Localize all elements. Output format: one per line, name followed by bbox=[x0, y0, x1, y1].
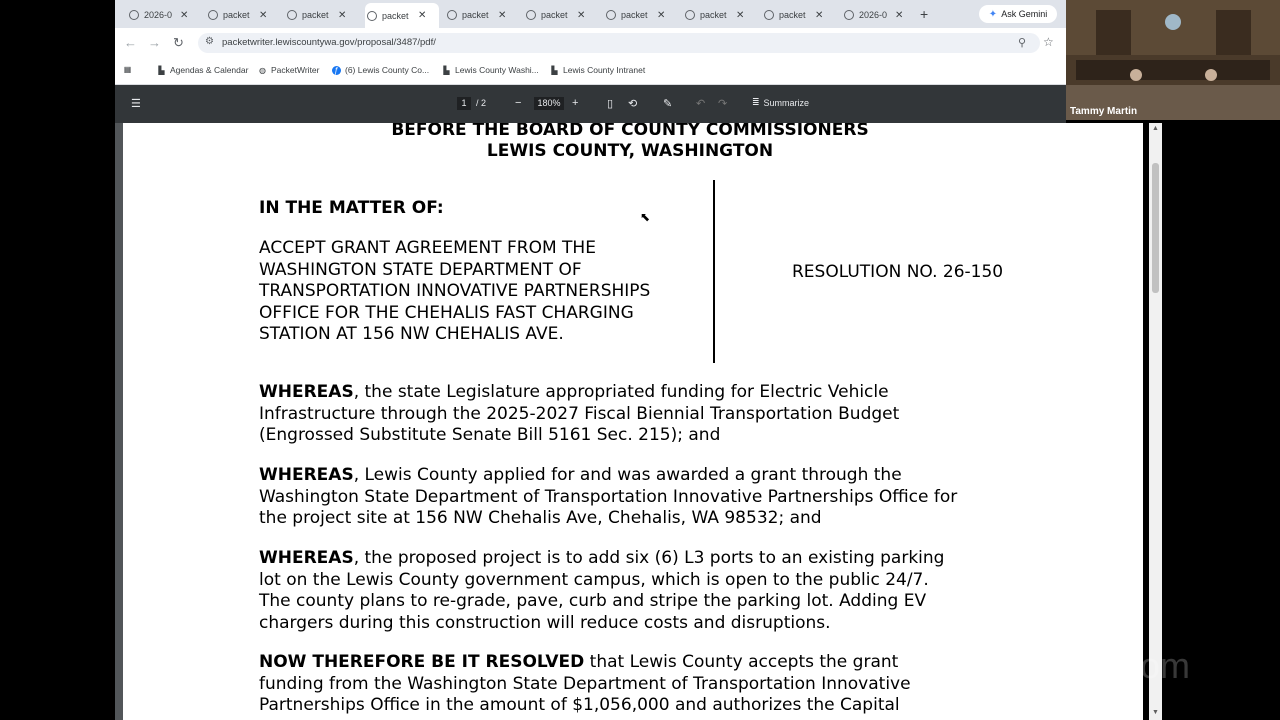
column-divider bbox=[713, 180, 715, 363]
apps-grid-icon[interactable]: ▦ bbox=[123, 65, 132, 74]
doc-heading-line1: BEFORE THE BOARD OF COUNTY COMMISSIONERS bbox=[391, 123, 869, 140]
paragraph-line bbox=[259, 695, 911, 717]
browser-tab[interactable] bbox=[524, 5, 598, 25]
tab-label: packet bbox=[302, 10, 329, 20]
bookmark-item[interactable] bbox=[442, 65, 539, 75]
tab-favicon-icon bbox=[764, 10, 774, 20]
left-black-area bbox=[0, 0, 115, 720]
doc-icon: ▙ bbox=[443, 65, 450, 75]
bookmark-label: Lewis County Washi... bbox=[455, 65, 539, 75]
matter-text-line: STATION AT 156 NW CHEHALIS AVE. bbox=[259, 324, 564, 344]
rotate-icon[interactable]: ⟲ bbox=[628, 98, 638, 110]
meeting-room-image bbox=[1066, 0, 1280, 120]
gemini-icon: ✦ bbox=[988, 8, 998, 20]
summarize-label: Summarize bbox=[763, 97, 810, 108]
pdf-page bbox=[123, 123, 1143, 720]
scroll-up-icon[interactable]: ▲ bbox=[1152, 125, 1159, 132]
bookmark-label: Lewis County Intranet bbox=[563, 65, 646, 75]
tab-label: 2026-0 bbox=[859, 10, 888, 20]
bookmark-label: PacketWriter bbox=[271, 65, 320, 75]
scrollbar-thumb[interactable] bbox=[1152, 163, 1159, 293]
tab-favicon-icon bbox=[129, 10, 139, 20]
url-field[interactable] bbox=[198, 33, 1054, 53]
paragraph-text: Infrastructure through the 2025-2027 Fiscal Biennial Transportation Budget bbox=[259, 403, 900, 424]
browser-window bbox=[115, 0, 1066, 720]
resolution-paragraph bbox=[259, 548, 944, 634]
paragraph-line bbox=[259, 404, 899, 426]
tab-close-icon[interactable]: ✕ bbox=[657, 9, 666, 21]
paragraph-line bbox=[259, 570, 944, 592]
tab-close-icon[interactable]: ✕ bbox=[338, 9, 347, 21]
new-tab-button[interactable]: + bbox=[920, 6, 929, 22]
paragraph-text: the project site at 156 NW Chehalis Ave, Chehalis, WA 98532; and bbox=[259, 508, 822, 528]
matter-text bbox=[259, 238, 650, 346]
paragraph-line bbox=[259, 508, 957, 530]
matter-text-line: WASHINGTON STATE DEPARTMENT OF bbox=[259, 259, 582, 280]
bookmark-star-icon[interactable]: ☆ bbox=[1043, 35, 1054, 49]
browser-tab[interactable] bbox=[445, 5, 519, 25]
paragraph-line bbox=[259, 382, 899, 404]
redo-icon[interactable]: ↷ bbox=[718, 98, 728, 110]
resolution-number: RESOLUTION NO. 26-150 bbox=[792, 262, 1004, 282]
tab-label: packet bbox=[541, 10, 568, 20]
fit-page-icon[interactable]: ▯ bbox=[607, 98, 614, 110]
url-text: packetwriter.lewiscountywa.gov/proposal/3487/pdf/ bbox=[222, 37, 436, 48]
paragraph-text: Washington State Department of Transportation Innovative Partnerships Office for bbox=[259, 486, 958, 507]
paragraph-text: chargers during this construction will reduce costs and disruptions. bbox=[259, 612, 831, 633]
page-number-input[interactable]: 1 bbox=[457, 97, 471, 110]
page-total: / 2 bbox=[476, 98, 487, 108]
tab-label: packet bbox=[700, 10, 727, 20]
tab-favicon-icon bbox=[606, 10, 616, 20]
paragraph-line bbox=[259, 613, 944, 635]
zoom-icon[interactable]: ⚲ bbox=[1018, 37, 1027, 49]
paragraph-line bbox=[259, 548, 944, 570]
tab-favicon-icon bbox=[685, 10, 695, 20]
matter-text-line: ACCEPT GRANT AGREEMENT FROM THE bbox=[259, 238, 596, 258]
paragraph-line bbox=[259, 465, 957, 487]
browser-tab[interactable] bbox=[604, 5, 678, 25]
tab-strip bbox=[115, 0, 1066, 28]
globe-icon: ◍ bbox=[259, 65, 266, 75]
browser-tab[interactable] bbox=[285, 5, 359, 25]
tab-close-icon[interactable]: ✕ bbox=[895, 9, 904, 21]
tab-favicon-icon bbox=[287, 10, 297, 20]
undo-icon[interactable]: ↶ bbox=[696, 98, 706, 110]
browser-tab[interactable] bbox=[365, 3, 439, 28]
paragraph-lead: WHEREAS bbox=[259, 382, 354, 402]
browser-tab[interactable] bbox=[762, 5, 836, 25]
doc-icon: ▙ bbox=[551, 65, 558, 75]
paragraph-line bbox=[259, 652, 911, 674]
pdf-viewer bbox=[115, 123, 1066, 720]
tab-label: packet bbox=[621, 10, 648, 20]
vertical-scrollbar[interactable] bbox=[1149, 123, 1162, 720]
paragraph-lead: WHEREAS bbox=[259, 548, 354, 568]
right-black-area bbox=[1162, 120, 1280, 720]
tab-favicon-icon bbox=[844, 10, 854, 20]
paragraph-text: (Engrossed Substitute Senate Bill 5161 Sec. 215); and bbox=[259, 425, 721, 445]
zoom-level-input[interactable]: 180% bbox=[534, 97, 564, 110]
summarize-button[interactable] bbox=[752, 97, 809, 108]
zoom-out-icon[interactable]: − bbox=[515, 97, 522, 109]
mouse-cursor-icon: ⬉ bbox=[640, 210, 651, 224]
scroll-down-icon[interactable]: ▼ bbox=[1152, 709, 1159, 716]
paragraph-line bbox=[259, 425, 899, 447]
tab-close-icon[interactable]: ✕ bbox=[418, 10, 427, 21]
browser-tab[interactable] bbox=[842, 5, 916, 25]
resolution-paragraph bbox=[259, 382, 899, 447]
tab-close-icon[interactable]: ✕ bbox=[498, 9, 507, 21]
tab-close-icon[interactable]: ✕ bbox=[815, 9, 824, 21]
matter-text-line: OFFICE FOR THE CHEHALIS FAST CHARGING bbox=[259, 302, 634, 323]
paragraph-text: that Lewis County accepts the grant bbox=[584, 652, 899, 672]
tab-favicon-icon bbox=[526, 10, 536, 20]
video-thumbnail bbox=[1066, 0, 1280, 120]
resolution-paragraph bbox=[259, 465, 957, 530]
ask-gemini-label: Ask Gemini bbox=[1001, 9, 1048, 19]
resolution-paragraph bbox=[259, 652, 911, 717]
matter-label: IN THE MATTER OF: bbox=[259, 198, 444, 218]
browser-tab[interactable] bbox=[206, 5, 280, 25]
paragraph-text: The county plans to re-grade, pave, curb and stripe the parking lot. Adding EV bbox=[259, 591, 927, 611]
bookmark-label: Agendas & Calendar bbox=[170, 65, 249, 75]
paragraph-line bbox=[259, 487, 957, 509]
bookmark-item[interactable] bbox=[258, 65, 320, 75]
back-icon[interactable]: ← bbox=[124, 35, 137, 50]
tab-close-icon[interactable]: ✕ bbox=[180, 9, 189, 21]
paragraph-text: lot on the Lewis County government campus, which is open to the public 24/7. bbox=[259, 569, 929, 590]
bookmark-label: (6) Lewis County Co... bbox=[345, 65, 430, 75]
pdf-toolbar bbox=[115, 85, 1066, 123]
tab-close-icon[interactable]: ✕ bbox=[259, 9, 268, 21]
participant-name: Tammy Martin bbox=[1070, 106, 1138, 117]
tab-favicon-icon bbox=[367, 11, 377, 21]
tab-label: packet bbox=[462, 10, 489, 20]
tab-label: 2026-0 bbox=[144, 10, 173, 20]
paragraph-text: funding from the Washington State Department of Transportation Innovative bbox=[259, 673, 911, 694]
paragraph-text: , the proposed project is to add six (6) L3 ports to an existing parking bbox=[353, 548, 945, 568]
summarize-icon: ≣ bbox=[752, 97, 760, 107]
tab-favicon-icon bbox=[447, 10, 457, 20]
tab-close-icon[interactable]: ✕ bbox=[736, 9, 745, 21]
tab-close-icon[interactable]: ✕ bbox=[577, 9, 586, 21]
matter-text-line: TRANSPORTATION INNOVATIVE PARTNERSHIPS bbox=[259, 281, 651, 301]
bookmark-item[interactable] bbox=[550, 65, 645, 75]
paragraph-lead: WHEREAS bbox=[259, 465, 354, 485]
paragraph-text: , Lewis County applied for and was awarded a grant through the bbox=[353, 465, 902, 485]
paragraph-line bbox=[259, 674, 911, 696]
forward-icon[interactable]: → bbox=[148, 35, 161, 50]
paragraph-text: Partnerships Office in the amount of $1,056,000 and authorizes the Capital bbox=[259, 695, 900, 715]
browser-tab[interactable] bbox=[683, 5, 757, 25]
address-bar-row bbox=[115, 28, 1066, 58]
tab-label: packet bbox=[779, 10, 806, 20]
tab-label: packet bbox=[382, 10, 409, 21]
browser-tab[interactable] bbox=[127, 5, 201, 25]
paragraph-text: , the state Legislature appropriated funding for Electric Vehicle bbox=[353, 382, 889, 402]
menu-icon[interactable]: ☰ bbox=[131, 98, 141, 110]
reload-icon[interactable]: ↻ bbox=[173, 35, 184, 50]
bookmark-item[interactable] bbox=[332, 65, 429, 75]
doc-icon: ▙ bbox=[158, 65, 165, 75]
site-info-icon[interactable]: ⚙ bbox=[205, 36, 214, 47]
ask-gemini-button[interactable] bbox=[979, 5, 1057, 23]
zoom-in-icon[interactable]: + bbox=[572, 97, 579, 109]
doc-heading-line2: LEWIS COUNTY, WASHINGTON bbox=[486, 141, 774, 161]
tab-label: packet bbox=[223, 10, 250, 20]
zoom-watermark: zoom bbox=[1102, 645, 1191, 686]
tab-favicon-icon bbox=[208, 10, 218, 20]
bookmarks-bar bbox=[115, 58, 1066, 85]
annotate-icon[interactable]: ✎ bbox=[663, 98, 673, 110]
paragraph-lead: NOW THEREFORE BE IT RESOLVED bbox=[259, 652, 585, 672]
facebook-icon: ƒ bbox=[332, 66, 341, 75]
bookmark-item[interactable] bbox=[157, 65, 248, 75]
paragraph-line bbox=[259, 591, 944, 613]
